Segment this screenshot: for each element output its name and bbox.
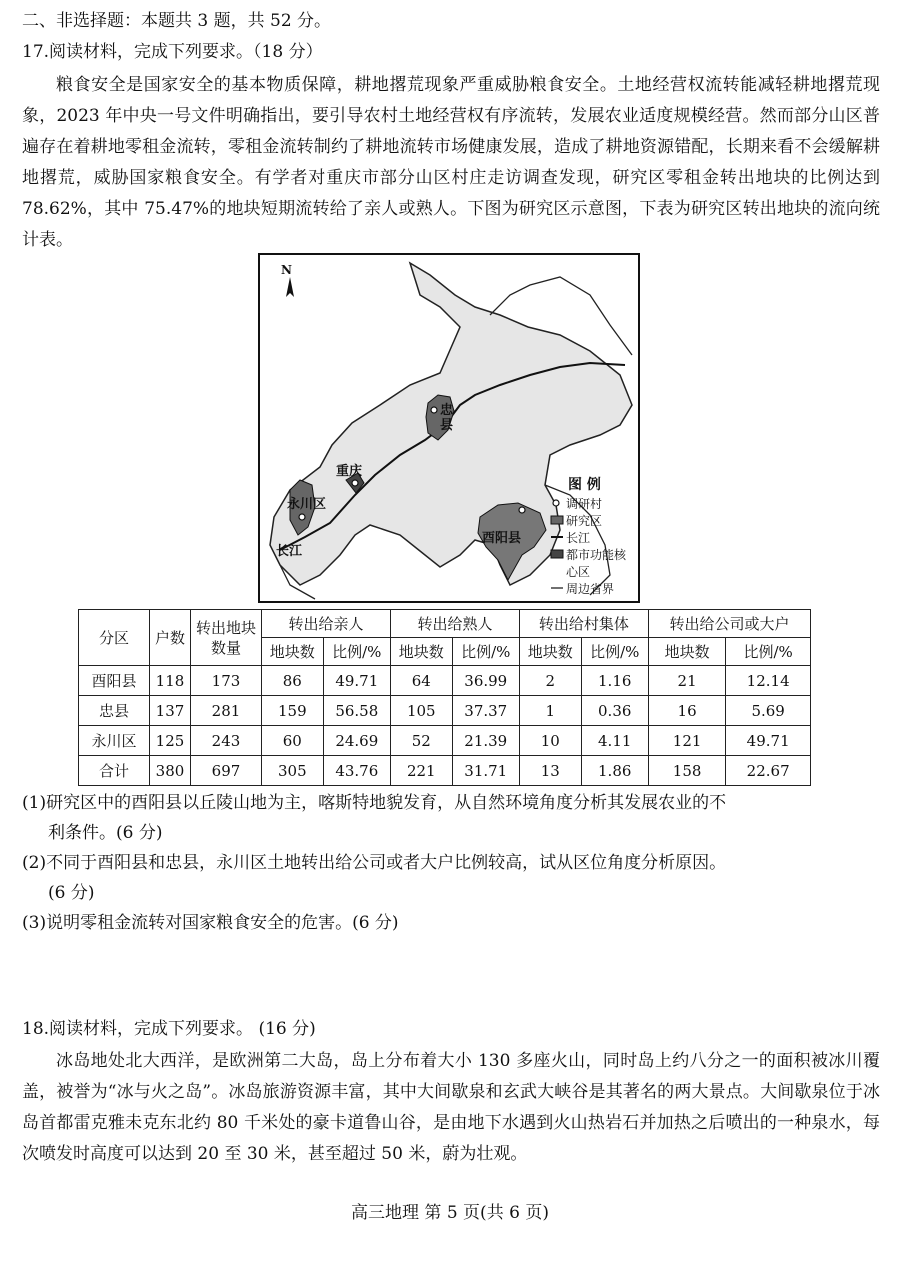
subheader-ratio: 比例/% bbox=[726, 638, 811, 666]
study-area-map bbox=[258, 253, 640, 603]
legend-item bbox=[550, 496, 640, 513]
q18-material bbox=[22, 1046, 880, 1170]
table-cell: 281 bbox=[191, 696, 262, 726]
label-youyang: 酉阳县 bbox=[482, 531, 522, 546]
header-group: 转出给熟人 bbox=[390, 610, 519, 638]
header-total-parcels: 转出地块数量 bbox=[191, 610, 262, 666]
north-arrow-icon bbox=[286, 277, 294, 297]
table-cell: 64 bbox=[390, 666, 452, 696]
table-cell: 52 bbox=[390, 726, 452, 756]
table-cell: 2 bbox=[519, 666, 581, 696]
urban-core-icon bbox=[550, 547, 566, 561]
province-boundary-icon bbox=[550, 581, 566, 595]
table-cell: 56.58 bbox=[323, 696, 390, 726]
subheader-count: 地块数 bbox=[262, 638, 324, 666]
table-cell: 永川区 bbox=[79, 726, 150, 756]
legend-label: 研究区 bbox=[566, 514, 603, 528]
table-cell: 49.71 bbox=[726, 726, 811, 756]
table-cell: 137 bbox=[150, 696, 191, 726]
subheader-ratio: 比例/% bbox=[452, 638, 519, 666]
subheader-ratio: 比例/% bbox=[323, 638, 390, 666]
legend-title: 图 例 bbox=[568, 477, 601, 493]
legend-label: 周边省界 bbox=[566, 582, 615, 596]
table-cell: 36.99 bbox=[452, 666, 519, 696]
page-footer: 高三地理 第 5 页(共 6 页) bbox=[351, 1203, 549, 1223]
header-households: 户数 bbox=[150, 610, 191, 666]
table-cell: 125 bbox=[150, 726, 191, 756]
header-group: 转出给亲人 bbox=[262, 610, 391, 638]
subheader-count: 地块数 bbox=[519, 638, 581, 666]
table-cell: 1 bbox=[519, 696, 581, 726]
table-cell: 697 bbox=[191, 756, 262, 786]
table-row bbox=[79, 666, 811, 696]
subheader-ratio: 比例/% bbox=[581, 638, 648, 666]
q17-paragraph: 粮食安全是国家安全的基本物质保障，耕地撂荒现象严重威胁粮食安全。土地经营权流转能减轻耕地撂荒现象，2023 年中央一号文件明确指出，要引导农村土地经营权有序流转，发展农业适度规模经营。然而部分山区普遍存在着耕地零租金流转，零租金流转制约了耕地流转市场健康发展，造成了耕地资源错配，长期来看不会缓解耕地撂荒，威胁国家粮食安全。有学者对重庆市部分山区村庄走访调查发现，研究区零租金转出地块的比例达到 78.62%，其中 75.47%的地块短期流转给了亲人或熟人。下图为研究区示意图，下表为研究区转出地块的流向统计表。 bbox=[22, 75, 880, 250]
table-cell: 221 bbox=[390, 756, 452, 786]
table-cell: 31.71 bbox=[452, 756, 519, 786]
q17-title: 17.阅读材料，完成下列要求。（18 分） bbox=[22, 42, 323, 62]
legend-label: 都市功能核心区 bbox=[566, 548, 627, 579]
table-cell: 16 bbox=[648, 696, 725, 726]
survey-village-icon bbox=[550, 496, 566, 510]
table-cell: 忠县 bbox=[79, 696, 150, 726]
study-area-icon bbox=[550, 513, 566, 527]
north-label: N bbox=[281, 263, 292, 277]
table-cell: 158 bbox=[648, 756, 725, 786]
legend-label: 长江 bbox=[566, 531, 591, 545]
header-district: 分区 bbox=[79, 610, 150, 666]
table-cell: 12.14 bbox=[726, 666, 811, 696]
q17-questions bbox=[22, 788, 892, 938]
table-cell: 121 bbox=[648, 726, 725, 756]
table-cell: 0.36 bbox=[581, 696, 648, 726]
q17-question-2-cont: (6 分) bbox=[48, 883, 95, 903]
table-cell: 5.69 bbox=[726, 696, 811, 726]
q17-question-3: (3)说明零租金流转对国家粮食安全的危害。(6 分) bbox=[22, 913, 399, 933]
parcel-flow-table bbox=[78, 609, 811, 786]
legend-item bbox=[550, 581, 640, 598]
q18-paragraph: 冰岛地处北大西洋，是欧洲第二大岛，岛上分布着大小 130 多座火山，同时岛上约八分之一的面积被冰川覆盖，被誉为“冰与火之岛”。冰岛旅游资源丰富，其中大间歇泉和玄武大峡谷是其著名的两大景点。大间歇泉位于冰岛首都雷克雅未克东北约 80 千米处的豪卡道鲁山谷，是由地下水遇到火山热岩石并加热之后喷出的一种泉水，每次喷发时高度可以达到 20 至 30 米，甚至超过 50 米，蔚为壮观。 bbox=[22, 1051, 880, 1164]
label-changjiang: 长江 bbox=[276, 544, 303, 559]
legend-item bbox=[550, 547, 640, 581]
subheader-count: 地块数 bbox=[648, 638, 725, 666]
label-yongchuan: 永川区 bbox=[287, 497, 327, 512]
table-cell: 13 bbox=[519, 756, 581, 786]
table-cell: 21.39 bbox=[452, 726, 519, 756]
table-cell: 380 bbox=[150, 756, 191, 786]
q18-title: 18.阅读材料，完成下列要求。 (16 分) bbox=[22, 1019, 316, 1039]
table-row bbox=[79, 726, 811, 756]
table-cell: 243 bbox=[191, 726, 262, 756]
table-cell: 173 bbox=[191, 666, 262, 696]
legend-item bbox=[550, 513, 640, 530]
table-cell: 43.76 bbox=[323, 756, 390, 786]
subheader-count: 地块数 bbox=[390, 638, 452, 666]
table-cell: 37.37 bbox=[452, 696, 519, 726]
table-cell: 酉阳县 bbox=[79, 666, 150, 696]
table-cell: 4.11 bbox=[581, 726, 648, 756]
map-legend bbox=[550, 477, 640, 598]
survey-village-marker bbox=[299, 514, 305, 520]
legend-item bbox=[550, 530, 640, 547]
table-cell: 24.69 bbox=[323, 726, 390, 756]
table-cell: 159 bbox=[262, 696, 324, 726]
table-cell: 118 bbox=[150, 666, 191, 696]
survey-village-marker bbox=[431, 407, 437, 413]
q17-material bbox=[22, 70, 880, 256]
label-chongqing: 重庆 bbox=[336, 464, 363, 479]
table-cell: 合计 bbox=[79, 756, 150, 786]
q17-question-2: (2)不同于酉阳县和忠县，永川区土地转出给公司或者大户比例较高，试从区位角度分析原因。 bbox=[22, 853, 727, 873]
table-cell: 1.86 bbox=[581, 756, 648, 786]
table-cell: 60 bbox=[262, 726, 324, 756]
survey-village-marker bbox=[519, 507, 525, 513]
survey-village-marker bbox=[352, 480, 358, 486]
table-cell: 305 bbox=[262, 756, 324, 786]
table-cell: 22.67 bbox=[726, 756, 811, 786]
table-cell: 49.71 bbox=[323, 666, 390, 696]
label-zhong: 忠县 bbox=[440, 403, 454, 433]
table-cell: 21 bbox=[648, 666, 725, 696]
q17-question-1: (1)研究区中的酉阳县以丘陵山地为主，喀斯特地貌发育，从自然环境角度分析其发展农业的不 bbox=[22, 793, 727, 813]
river-line-icon bbox=[550, 530, 566, 544]
header-group: 转出给村集体 bbox=[519, 610, 648, 638]
legend-label: 调研村 bbox=[566, 497, 603, 511]
header-group: 转出给公司或大户 bbox=[648, 610, 810, 638]
q17-question-1-cont: 利条件。(6 分) bbox=[48, 823, 163, 843]
table-cell: 1.16 bbox=[581, 666, 648, 696]
table-body bbox=[79, 666, 811, 786]
table-header-row bbox=[79, 610, 811, 638]
table-cell: 105 bbox=[390, 696, 452, 726]
section-heading: 二、非选择题：本题共 3 题，共 52 分。 bbox=[22, 11, 332, 31]
table-cell: 86 bbox=[262, 666, 324, 696]
table-row bbox=[79, 696, 811, 726]
table-cell: 10 bbox=[519, 726, 581, 756]
table-row bbox=[79, 756, 811, 786]
